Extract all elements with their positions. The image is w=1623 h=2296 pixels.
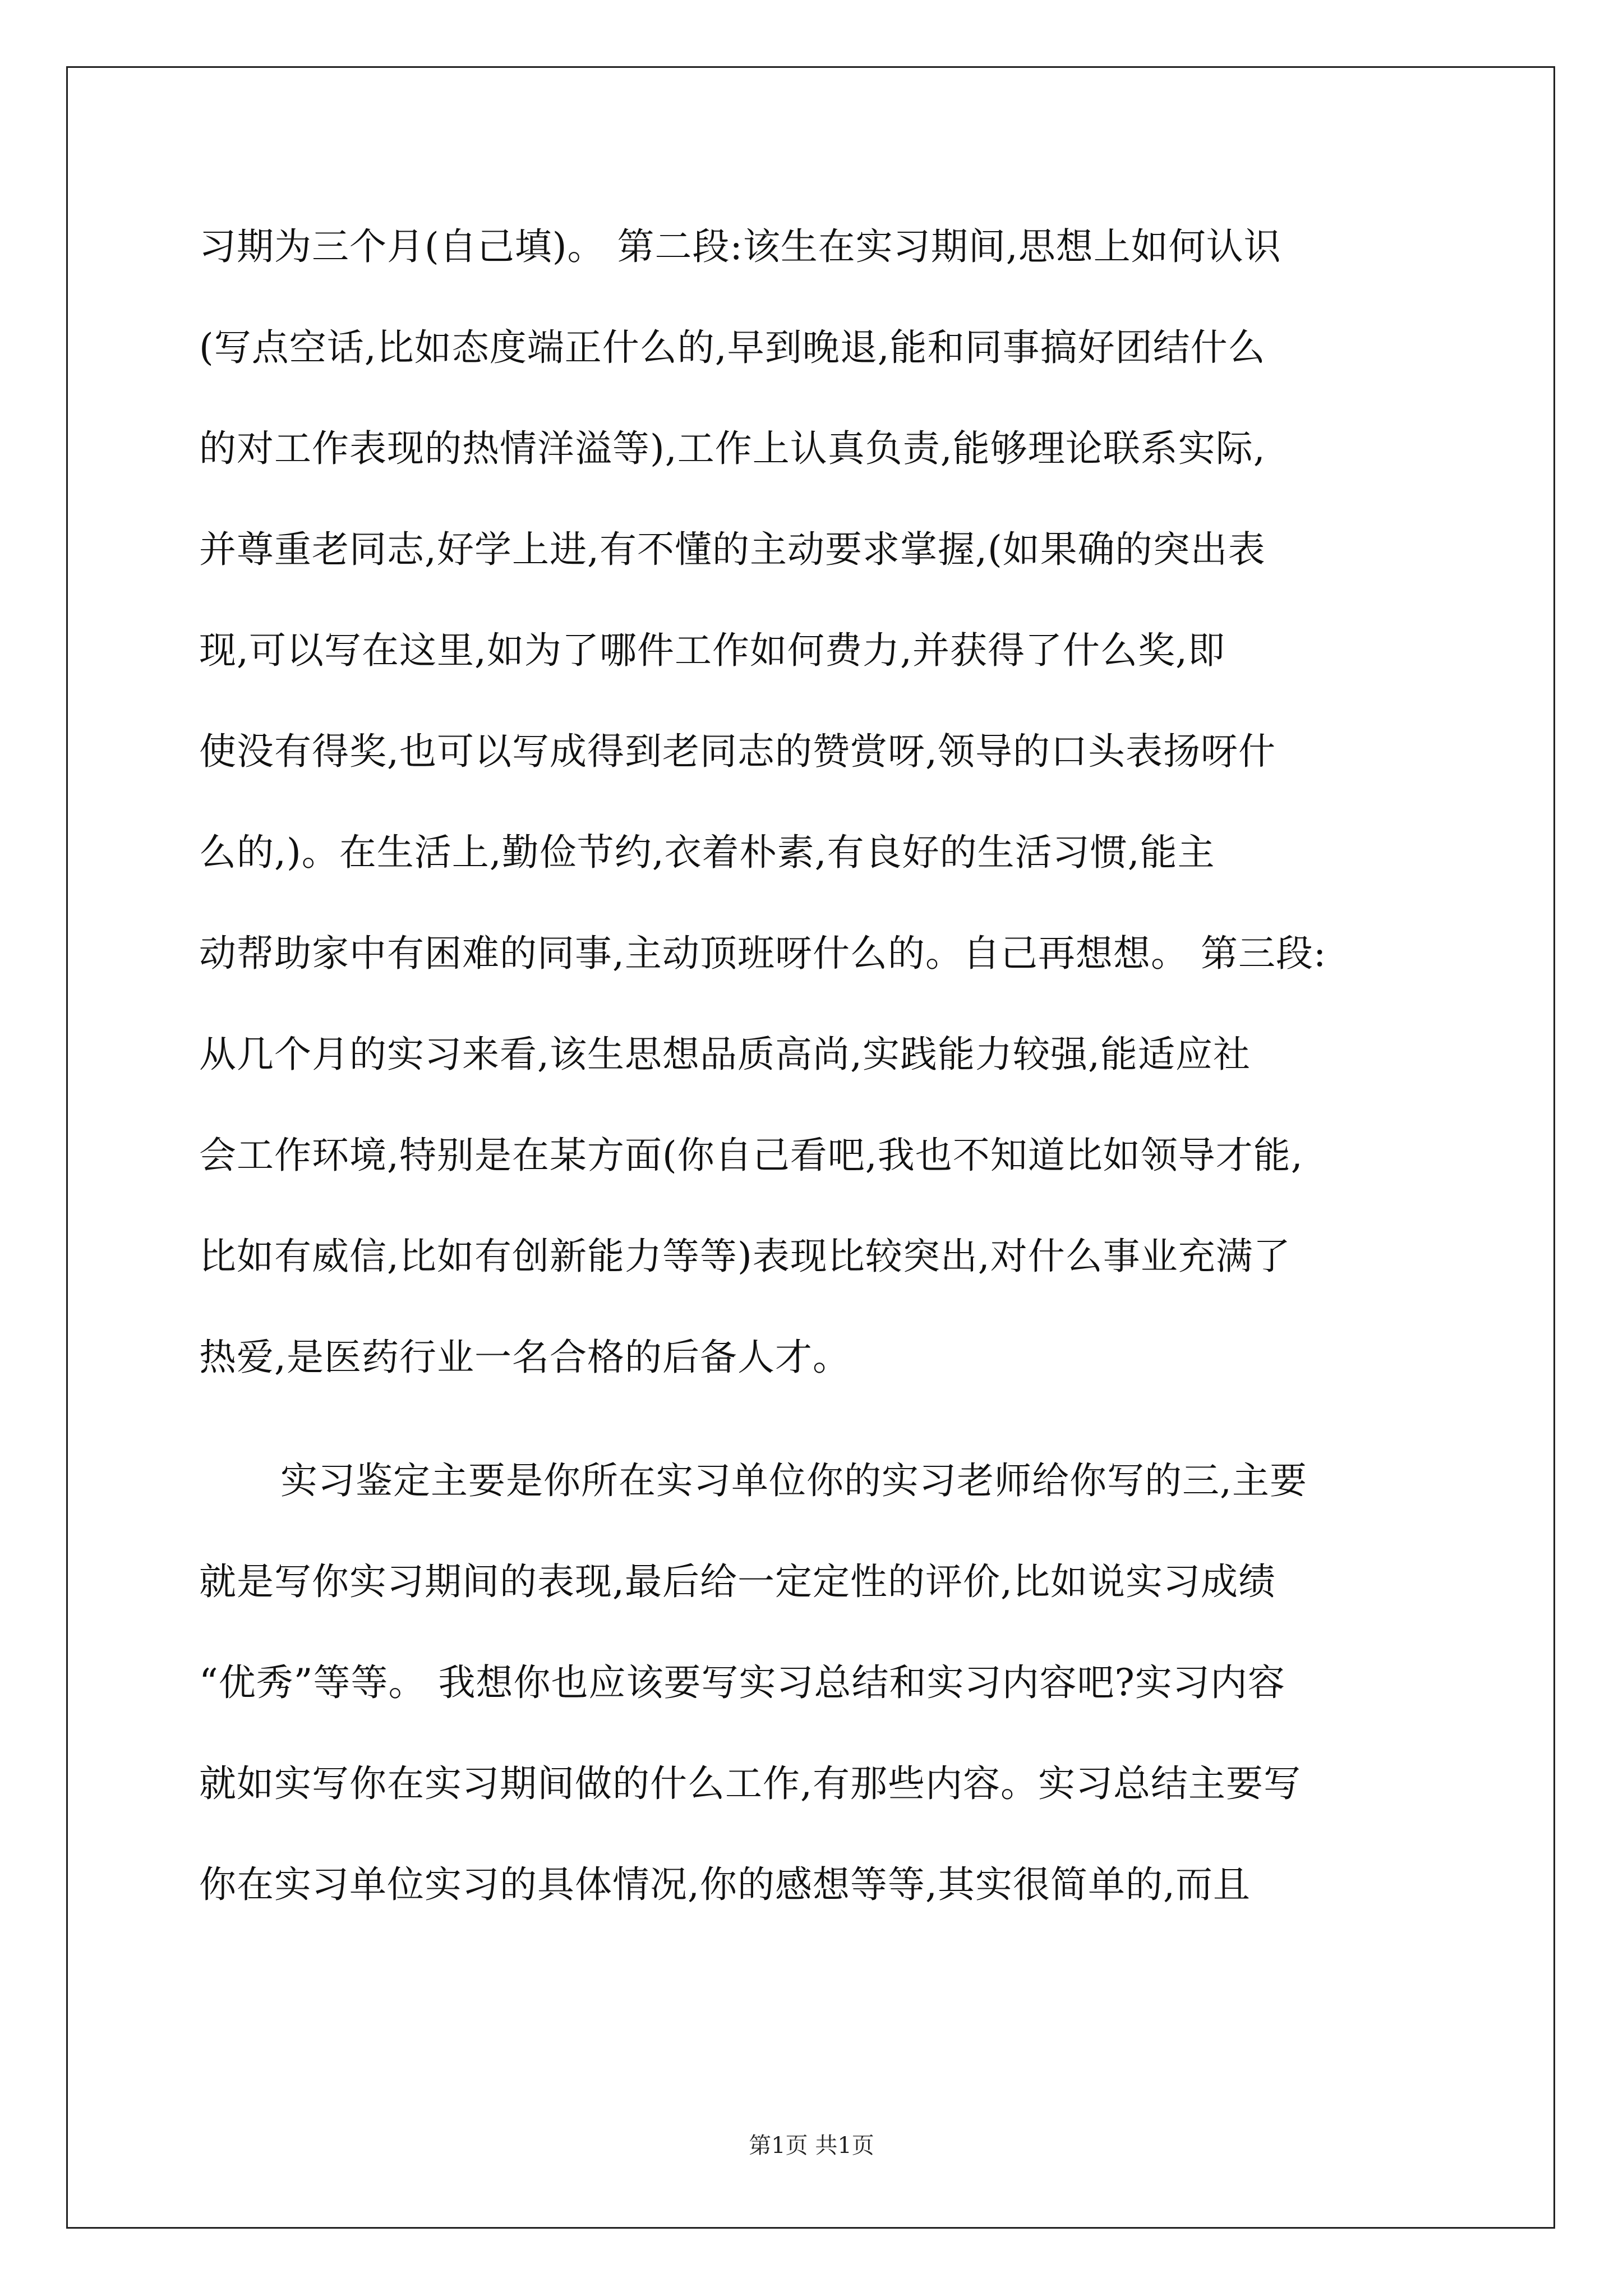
text-line: 习期为三个月(自己填)。 第二段:该生在实习期间,思想上如何认识 (199, 225, 1281, 268)
text-line: 么的,)。在生活上,勤俭节约,衣着朴素,有良好的生活习惯,能主 (199, 831, 1215, 874)
text-line: 从几个月的实习来看,该生思想品质高尚,实践能力较强,能适应社 (199, 1033, 1251, 1076)
page-footer: 第1页 共1页 (749, 2133, 874, 2159)
text-line: 就如实写你在实习期间做的什么工作,有那些内容。实习总结主要写 (199, 1762, 1301, 1805)
text-line: 会工作环境,特别是在某方面(你自己看吧,我也不知道比如领导才能, (199, 1134, 1303, 1177)
text-line: 现,可以写在这里,如为了哪件工作如何费力,并获得了什么奖,即 (199, 629, 1225, 672)
text-line: 热爱,是医药行业一名合格的后备人才。 (199, 1336, 850, 1379)
text-line: 并尊重老同志,好学上进,有不懂的主动要求掌握,(如果确的突出表 (199, 528, 1266, 571)
text-line: 你在实习单位实习的具体情况,你的感想等等,其实很简单的,而且 (199, 1863, 1251, 1906)
text-line: 比如有威信,比如有创新能力等等)表现比较突出,对什么事业充满了 (199, 1235, 1291, 1278)
text-line: 就是写你实习期间的表现,最后给一定定性的评价,比如说实习成绩 (199, 1560, 1276, 1603)
paragraph-first-line: 实习鉴定主要是你所在实习单位你的实习老师给你写的三,主要 (280, 1459, 1307, 1502)
text-line: “优秀”等等。 我想你也应该要写实习总结和实习内容吧?实习内容 (199, 1661, 1285, 1704)
text-line: 使没有得奖,也可以写成得到老同志的赞赏呀,领导的口头表扬呀什 (199, 730, 1276, 773)
text-line: 动帮助家中有困难的同事,主动顶班呀什么的。自己再想想。 第三段: (199, 932, 1327, 975)
text-line: 的对工作表现的热情洋溢等),工作上认真负责,能够理论联系实际, (199, 427, 1266, 470)
text-line: (写点空话,比如态度端正什么的,早到晚退,能和同事搞好团结什么 (199, 326, 1266, 369)
